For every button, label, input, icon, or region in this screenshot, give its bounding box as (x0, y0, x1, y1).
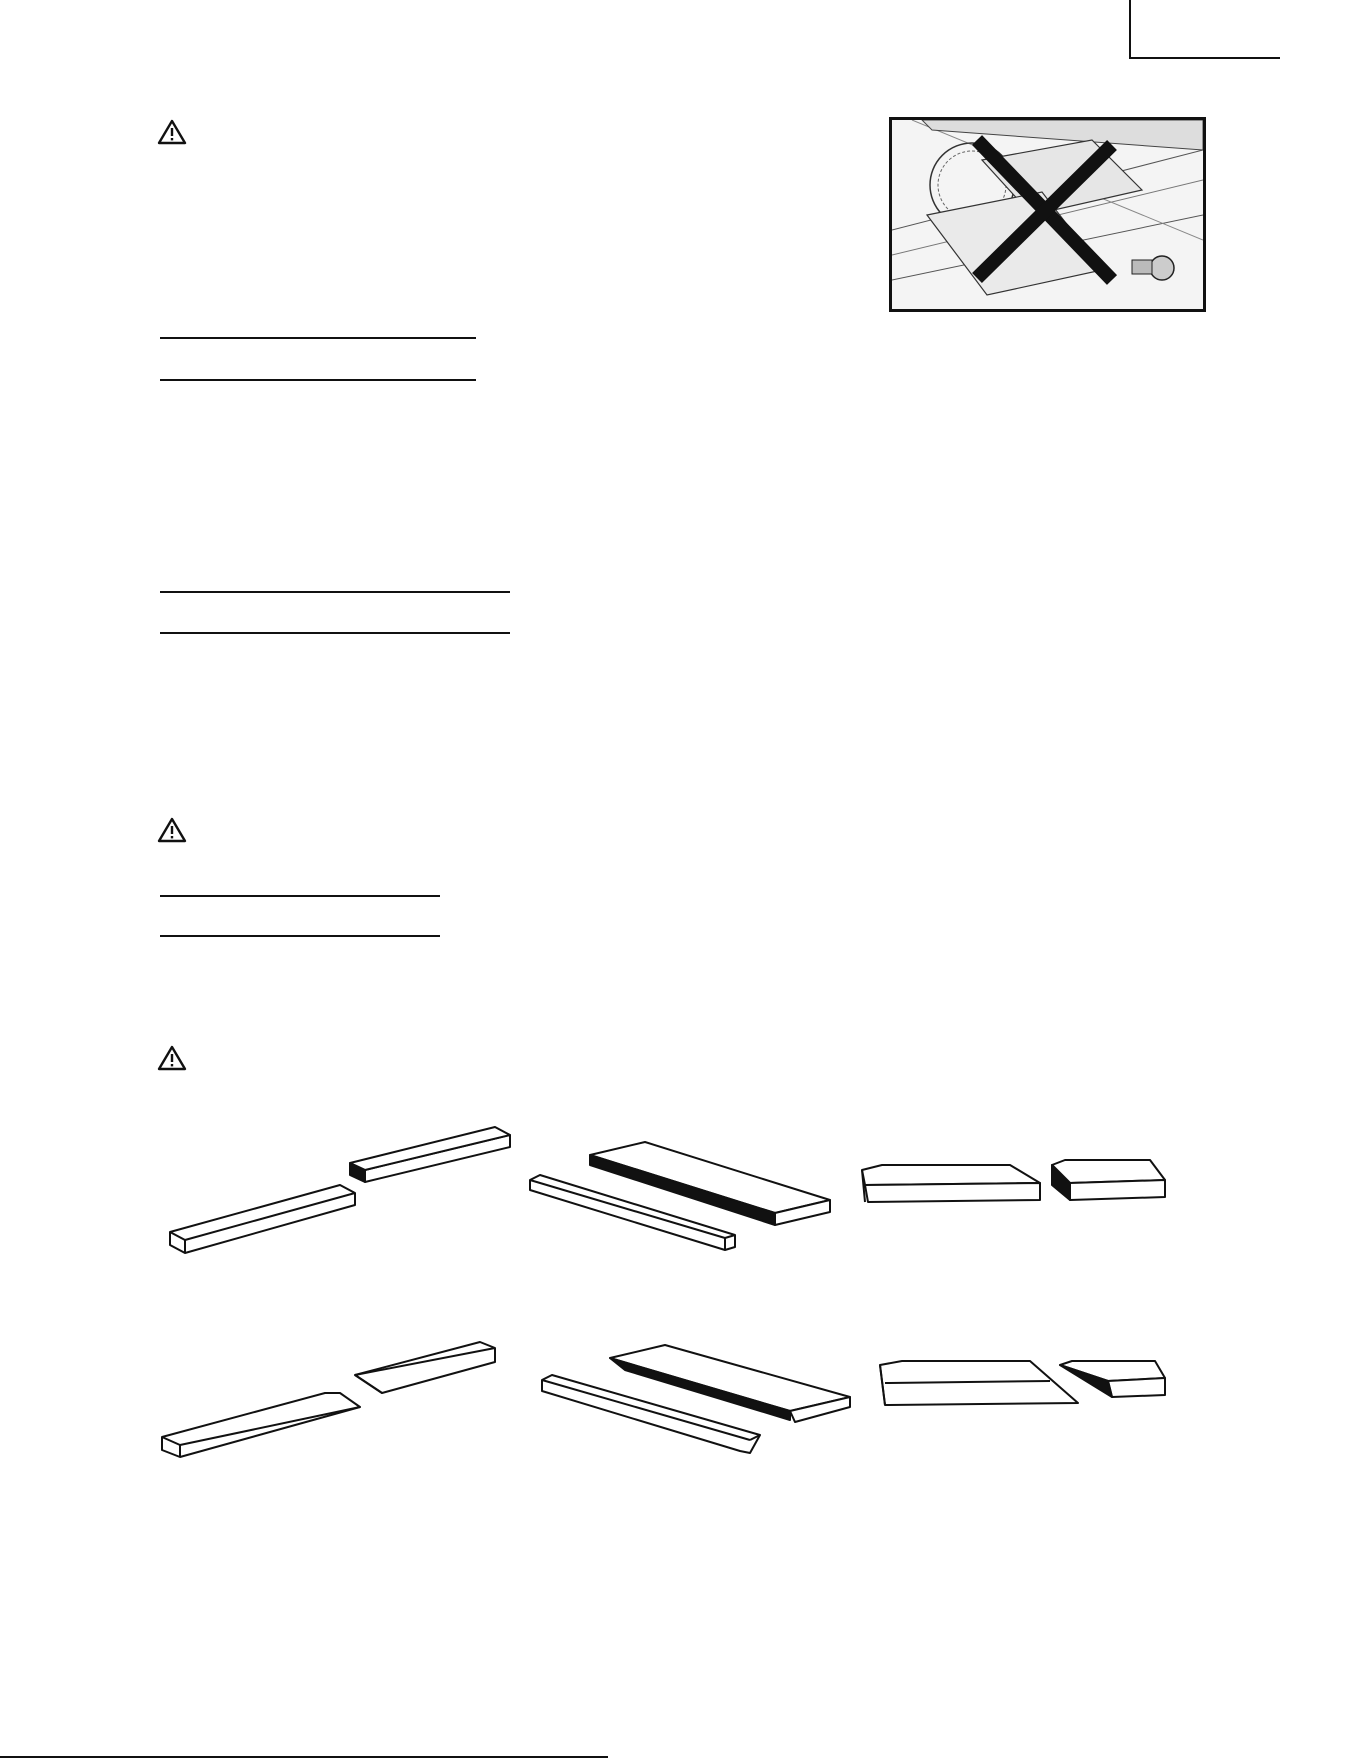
angled-cut-boards-illustration (150, 1325, 1210, 1470)
underline-rule (160, 337, 476, 339)
board-bevel-short (355, 1342, 495, 1393)
underline-rule (160, 895, 440, 897)
straight-cut-boards-illustration (150, 1125, 1210, 1270)
underline-rule (160, 591, 510, 593)
underline-rule (160, 379, 476, 381)
table-saw-illustration (892, 120, 1203, 309)
underline-rule (160, 935, 440, 937)
footer-rule (0, 1756, 608, 1758)
corner-tab (1129, 0, 1280, 59)
warning-triangle-icon (157, 119, 187, 145)
underline-rule (160, 632, 510, 634)
warning-triangle-icon (157, 817, 187, 843)
table-saw-photo (889, 117, 1206, 312)
board-flat (862, 1165, 1040, 1185)
warning-triangle-icon (157, 1045, 187, 1071)
board-bevel-long (162, 1393, 360, 1457)
